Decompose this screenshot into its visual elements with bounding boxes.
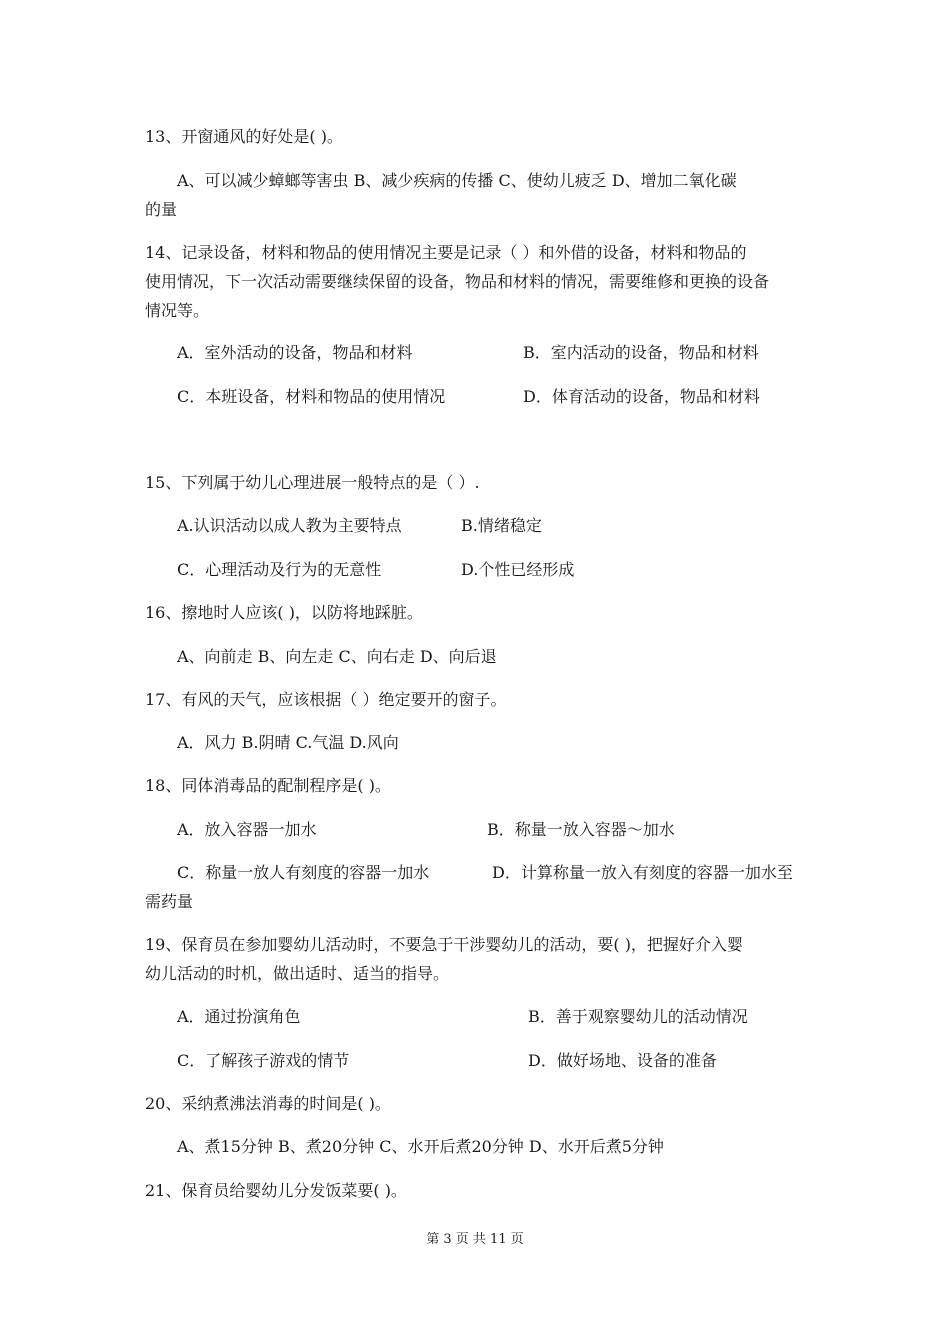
question-14-option-c: C．本班设备，材料和物品的使用情况 — [177, 387, 446, 406]
question-18-option-d: D．计算称量一放入有刻度的容器一加水至 — [492, 863, 793, 882]
question-13-stem: 13、开窗通风的好处是( )。 — [145, 127, 343, 146]
question-20-stem: 20、采纳煮沸法消毒的时间是( )。 — [145, 1094, 391, 1113]
question-15-option-b: B.情绪稳定 — [461, 516, 542, 535]
question-18-option-d-cont: 需药量 — [145, 892, 194, 911]
question-15-option-a: A.认识活动以成人教为主要特点 — [177, 516, 402, 535]
question-19-option-b: B．善于观察婴幼儿的活动情况 — [528, 1007, 748, 1026]
question-17-stem: 17、有风的天气，应该根据（ ）绝定要开的窗子。 — [145, 690, 507, 709]
question-15-stem: 15、下列属于幼儿心理进展一般特点的是（ ）. — [145, 473, 480, 492]
question-14-option-b: B．室内活动的设备，物品和材料 — [523, 343, 759, 362]
question-14-stem-line3: 情况等。 — [145, 301, 210, 320]
question-18-option-c: C．称量一放人有刻度的容器一加水 — [177, 863, 430, 882]
page-number-footer: 第 3 页 共 11 页 — [426, 1232, 524, 1247]
question-19-stem-line1: 19、保育员在参加婴幼儿活动时，不要急于干涉婴幼儿的活动，要( )，把握好介入婴 — [145, 935, 743, 954]
question-17-options: A．风力 B.阴晴 C.气温 D.风向 — [177, 733, 399, 752]
question-19-option-d: D．做好场地、设备的准备 — [528, 1051, 717, 1070]
question-14-stem-line1: 14、记录设备，材料和物品的使用情况主要是记录（ ）和外借的设备，材料和物品的 — [145, 243, 747, 262]
question-15-option-c: C．心理活动及行为的无意性 — [177, 560, 382, 579]
question-19-stem-line2: 幼儿活动的时机，做出适时、适当的指导。 — [145, 964, 450, 983]
question-14-stem-line2: 使用情况，下一次活动需要继续保留的设备，物品和材料的情况，需要维修和更换的设备 — [145, 272, 770, 291]
question-21-stem: 21、保育员给婴幼儿分发饭菜要( )。 — [145, 1181, 407, 1200]
question-19-option-c: C．了解孩子游戏的情节 — [177, 1051, 350, 1070]
question-14-option-a: A．室外活动的设备，物品和材料 — [177, 343, 413, 362]
question-15-option-d: D.个性已经形成 — [461, 560, 575, 579]
question-16-options: A、向前走 B、向左走 C、向右走 D、向后退 — [177, 647, 497, 666]
question-14-option-d: D．体育活动的设备，物品和材料 — [523, 387, 760, 406]
question-16-stem: 16、擦地时人应该( )，以防将地踩脏。 — [145, 603, 423, 622]
question-18-option-b: B．称量一放入容器～加水 — [487, 820, 675, 839]
question-13-options-cont: 的量 — [145, 200, 178, 219]
question-20-options: A、煮15分钟 B、煮20分钟 C、水开后煮20分钟 D、水开后煮5分钟 — [177, 1137, 664, 1156]
question-18-option-a: A．放入容器一加水 — [177, 820, 317, 839]
question-13-options: A、可以减少蟑螂等害虫 B、减少疾病的传播 C、使幼儿疲乏 D、增加二氧化碳 — [177, 171, 737, 190]
question-19-option-a: A．通过扮演角色 — [177, 1007, 301, 1026]
question-18-stem: 18、同体消毒品的配制程序是( )。 — [145, 776, 391, 795]
